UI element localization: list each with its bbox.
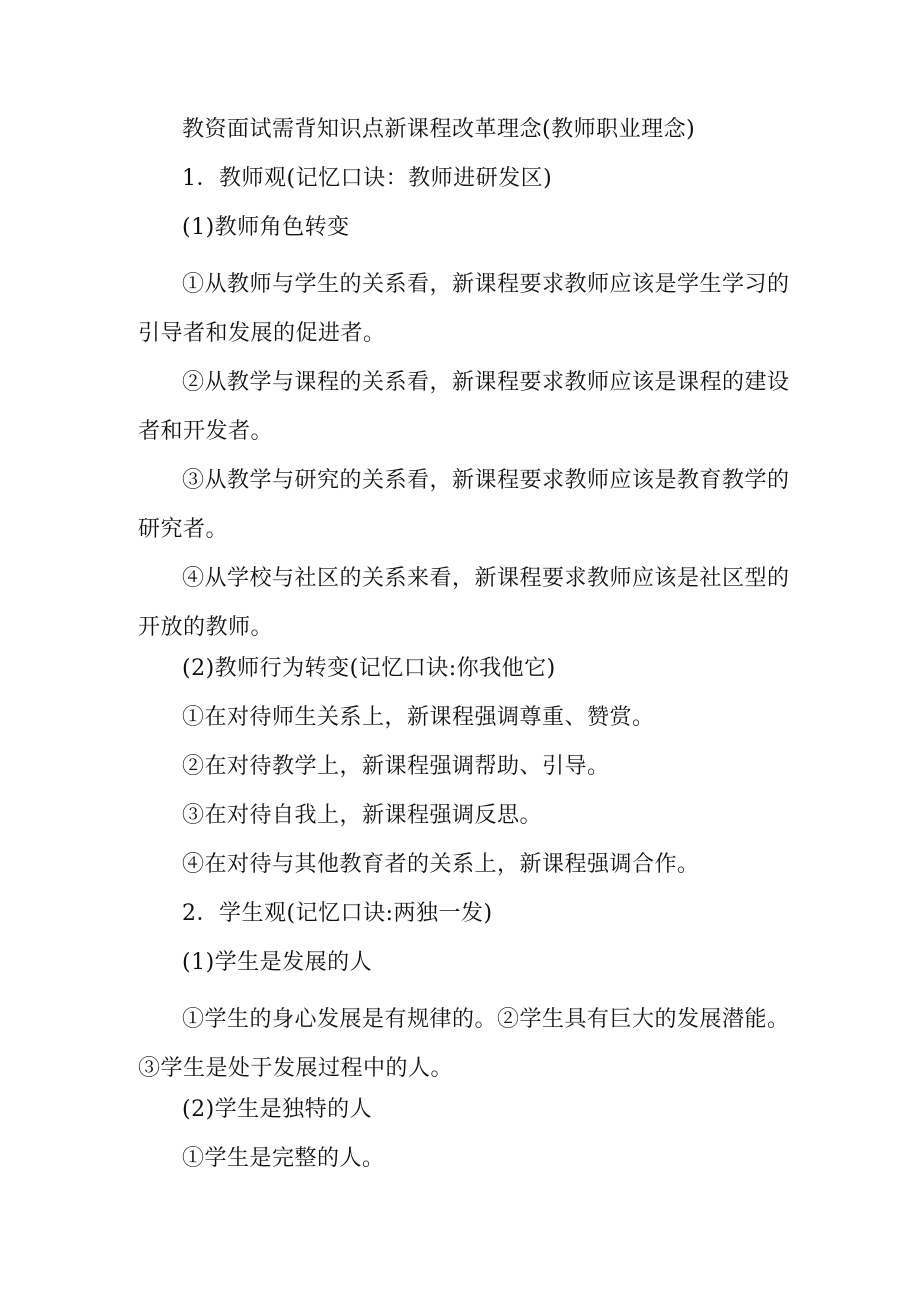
section-heading-teacher-view: 1．教师观(记忆口诀：教师进研发区) [182,166,553,191]
paragraph-unique-person-1: ①学生是完整的人。 [182,1146,385,1171]
paragraph-behavior-3: ③在对待自我上，新课程强调反思。 [182,803,543,828]
paragraph-developing-person: ①学生的身心发展是有规律的。②学生具有巨大的发展潜能。③学生是处于发展过程中的人。 [138,1007,790,1081]
subsection-heading-role-change: (1)教师角色转变 [182,215,350,240]
paragraph-role-1: ①从教师与学生的关系看，新课程要求教师应该是学生学习的引导者和发展的促进者。 [138,272,790,346]
document-body [138,113,798,1191]
paragraph-role-2: ②从教学与课程的关系看，新课程要求教师应该是课程的建设者和开发者。 [138,370,790,444]
paragraph-behavior-4: ④在对待与其他教育者的关系上，新课程强调合作。 [182,852,700,877]
subsection-heading-behavior-change: (2)教师行为转变(记忆口诀:你我他它) [182,656,556,681]
subsection-heading-developing-person: (1)学生是发展的人 [182,950,373,975]
subsection-heading-unique-person: (2)学生是独特的人 [182,1097,373,1122]
paragraph-behavior-2: ②在对待教学上，新课程强调帮助、引导。 [182,754,610,779]
paragraph-role-4: ④从学校与社区的关系来看，新课程要求教师应该是社区型的开放的教师。 [138,566,790,640]
paragraph-role-3: ③从教学与研究的关系看，新课程要求教师应该是教育教学的研究者。 [138,468,790,542]
section-heading-student-view: 2．学生观(记忆口诀:两独一发) [182,901,493,926]
document-title: 教资面试需背知识点新课程改革理念(教师职业理念) [182,117,696,142]
paragraph-behavior-1: ①在对待师生关系上，新课程强调尊重、赞赏。 [182,705,655,730]
